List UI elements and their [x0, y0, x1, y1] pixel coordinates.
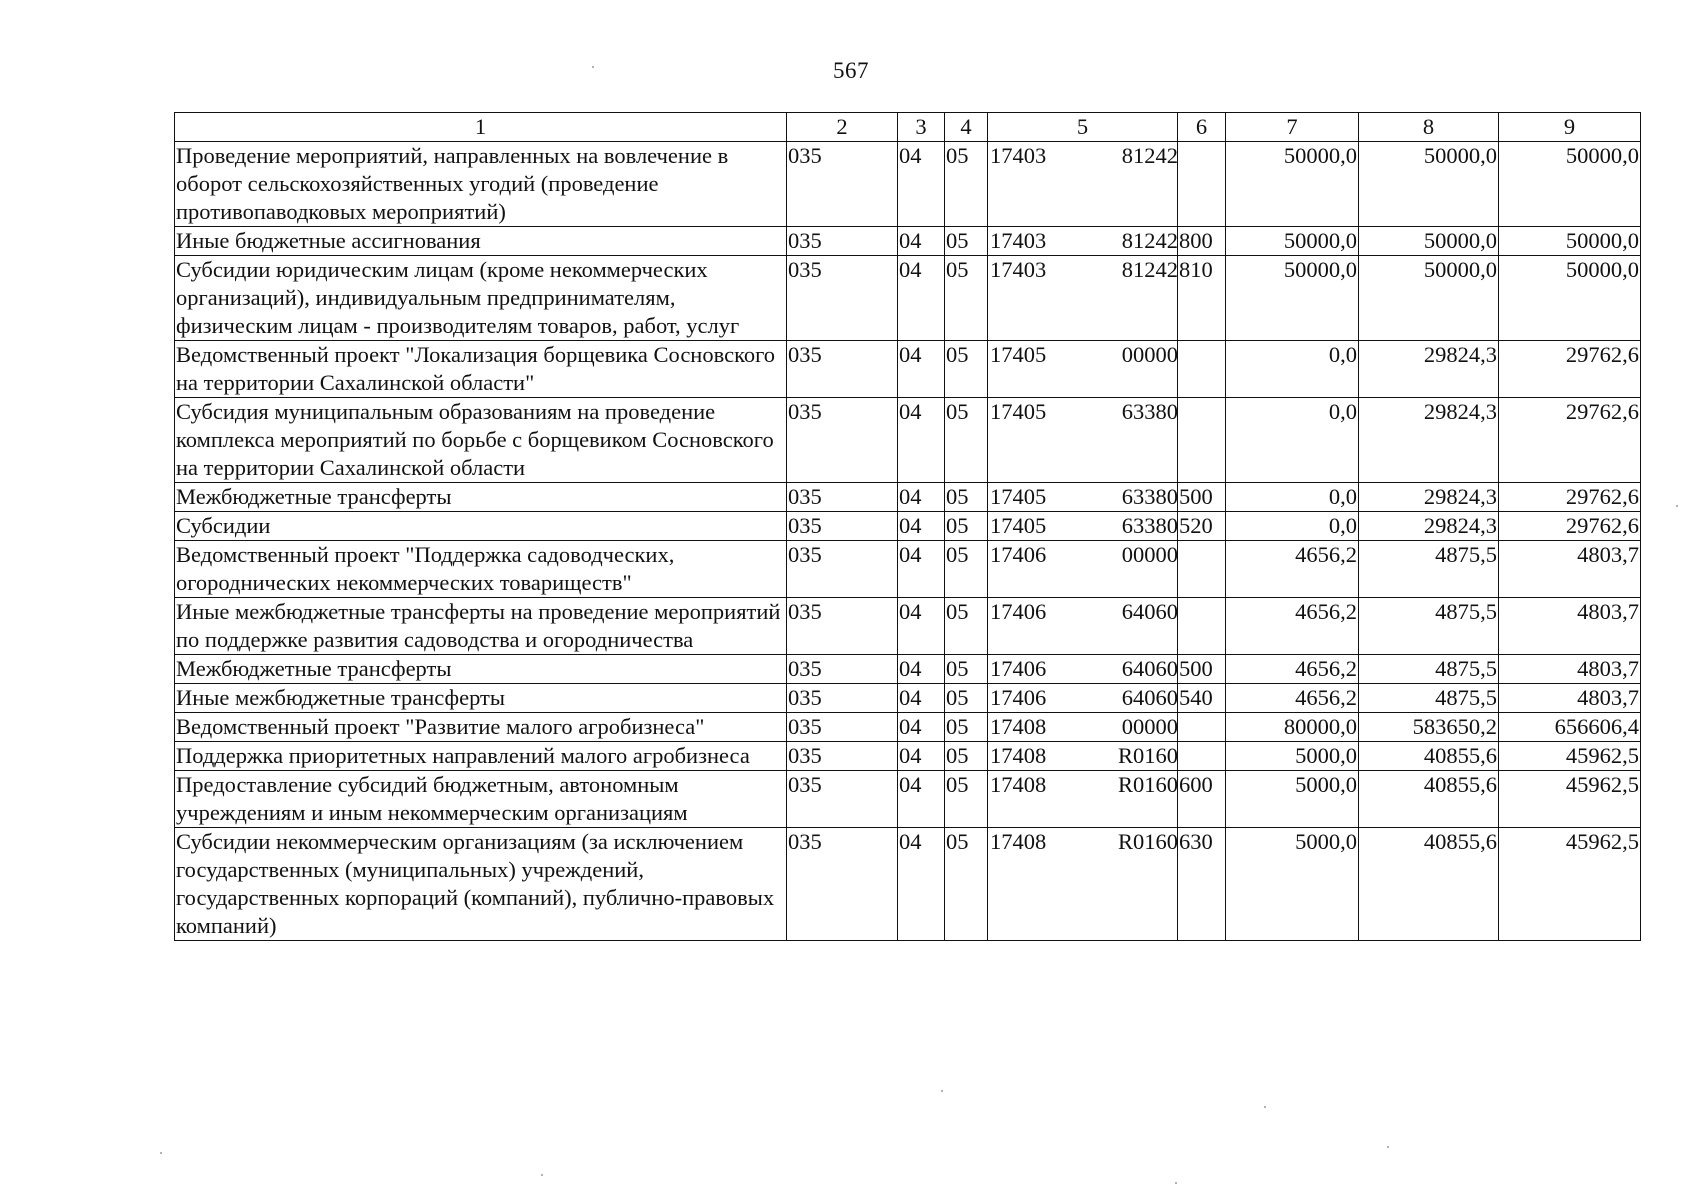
- cell-code-5: [988, 341, 1178, 398]
- code-5-part-b: 64060: [1121, 656, 1178, 681]
- cell-code-3: 04: [898, 142, 945, 227]
- cell-amount-9: 45962,5: [1499, 771, 1641, 828]
- cell-amount-8: 583650,2: [1359, 713, 1499, 742]
- cell-code-3: 04: [898, 655, 945, 684]
- scan-speck: [592, 66, 594, 68]
- code-5-part-b: R0160: [1117, 743, 1178, 768]
- table-row: [175, 598, 1641, 655]
- cell-amount-9: 50000,0: [1499, 227, 1641, 256]
- code-5-part-b: 81242: [1121, 257, 1178, 282]
- cell-code-4: 05: [945, 227, 988, 256]
- column-header: 6: [1178, 113, 1226, 142]
- cell-code-6: [1178, 541, 1226, 598]
- table-row: [175, 142, 1641, 227]
- cell-amount-9: 45962,5: [1499, 742, 1641, 771]
- cell-amount-9: 45962,5: [1499, 828, 1641, 941]
- cell-code-5: [988, 771, 1178, 828]
- cell-code-4: 05: [945, 341, 988, 398]
- code-5-part-b: 64060: [1121, 599, 1178, 624]
- cell-code-4: 05: [945, 541, 988, 598]
- cell-code-4: 05: [945, 512, 988, 541]
- cell-code-5: [988, 541, 1178, 598]
- cell-name: Иные межбюджетные трансферты на проведение мероприятий по поддержке развития садоводства и огородничества: [175, 598, 787, 655]
- cell-amount-7: 0,0: [1226, 483, 1359, 512]
- cell-code-4: 05: [945, 483, 988, 512]
- cell-amount-8: 4875,5: [1359, 684, 1499, 713]
- cell-code-6: [1178, 742, 1226, 771]
- cell-amount-7: 80000,0: [1226, 713, 1359, 742]
- cell-code-3: 04: [898, 256, 945, 341]
- cell-amount-8: 4875,5: [1359, 541, 1499, 598]
- column-header: 3: [898, 113, 945, 142]
- cell-code-6: 800: [1178, 227, 1226, 256]
- code-5-part-b: R0160: [1117, 829, 1178, 854]
- cell-amount-8: 4875,5: [1359, 655, 1499, 684]
- cell-amount-7: 4656,2: [1226, 598, 1359, 655]
- code-5-part-b: 63380: [1121, 513, 1178, 538]
- code-5-part-b: 64060: [1121, 685, 1178, 710]
- code-5-part-b: 00000: [1121, 342, 1178, 367]
- table-row: [175, 828, 1641, 941]
- cell-code-3: 04: [898, 541, 945, 598]
- cell-name: Субсидии: [175, 512, 787, 541]
- cell-code-4: 05: [945, 398, 988, 483]
- cell-code-2: 035: [787, 828, 898, 941]
- cell-code-3: 04: [898, 227, 945, 256]
- table-row: [175, 227, 1641, 256]
- cell-code-6: 520: [1178, 512, 1226, 541]
- cell-amount-8: 29824,3: [1359, 483, 1499, 512]
- cell-code-3: 04: [898, 684, 945, 713]
- cell-code-3: 04: [898, 483, 945, 512]
- code-5-part-b: R0160: [1117, 772, 1178, 797]
- cell-amount-7: 5000,0: [1226, 771, 1359, 828]
- cell-amount-8: 29824,3: [1359, 512, 1499, 541]
- code-5-part-a: 17406: [990, 542, 1047, 567]
- cell-code-2: 035: [787, 541, 898, 598]
- cell-code-6: 600: [1178, 771, 1226, 828]
- cell-name: Иные межбюджетные трансферты: [175, 684, 787, 713]
- cell-amount-7: 0,0: [1226, 512, 1359, 541]
- cell-code-6: [1178, 142, 1226, 227]
- cell-amount-9: 4803,7: [1499, 684, 1641, 713]
- cell-code-4: 05: [945, 142, 988, 227]
- cell-amount-9: 29762,6: [1499, 483, 1641, 512]
- table-row: [175, 655, 1641, 684]
- code-5-part-b: 00000: [1121, 542, 1178, 567]
- column-header: 7: [1226, 113, 1359, 142]
- cell-code-2: 035: [787, 742, 898, 771]
- cell-amount-7: 5000,0: [1226, 742, 1359, 771]
- cell-name: Межбюджетные трансферты: [175, 655, 787, 684]
- scan-speck: [1676, 505, 1678, 507]
- cell-amount-9: 29762,6: [1499, 341, 1641, 398]
- cell-code-2: 035: [787, 483, 898, 512]
- cell-code-5: [988, 227, 1178, 256]
- cell-code-3: 04: [898, 398, 945, 483]
- table-row: [175, 742, 1641, 771]
- cell-name: Иные бюджетные ассигнования: [175, 227, 787, 256]
- table-row: [175, 341, 1641, 398]
- cell-code-6: 810: [1178, 256, 1226, 341]
- cell-code-3: 04: [898, 598, 945, 655]
- table-row: [175, 256, 1641, 341]
- code-5-part-a: 17406: [990, 599, 1047, 624]
- cell-code-2: 035: [787, 256, 898, 341]
- column-number-row: [175, 113, 1641, 142]
- cell-code-6: 500: [1178, 483, 1226, 512]
- cell-amount-7: 0,0: [1226, 341, 1359, 398]
- column-header: 8: [1359, 113, 1499, 142]
- cell-amount-7: 0,0: [1226, 398, 1359, 483]
- code-5-part-b: 81242: [1121, 143, 1178, 168]
- cell-name: Межбюджетные трансферты: [175, 483, 787, 512]
- cell-name: Поддержка приоритетных направлений малого агробизнеса: [175, 742, 787, 771]
- cell-name: Субсидии некоммерческим организациям (за исключением государственных (муниципальных) учреждений, государственных корпораций (компаний), публично-правовых компаний): [175, 828, 787, 941]
- code-5-part-a: 17405: [990, 484, 1047, 509]
- cell-name: Ведомственный проект "Локализация борщевика Сосновского на территории Сахалинской области": [175, 341, 787, 398]
- cell-code-2: 035: [787, 713, 898, 742]
- column-header: 5: [988, 113, 1178, 142]
- column-header: 4: [945, 113, 988, 142]
- cell-code-5: [988, 512, 1178, 541]
- code-5-part-b: 63380: [1121, 484, 1178, 509]
- cell-code-2: 035: [787, 684, 898, 713]
- scan-speck: [1387, 1146, 1389, 1148]
- code-5-part-b: 81242: [1121, 228, 1178, 253]
- cell-code-6: 540: [1178, 684, 1226, 713]
- cell-amount-7: 50000,0: [1226, 227, 1359, 256]
- cell-amount-7: 50000,0: [1226, 256, 1359, 341]
- cell-code-3: 04: [898, 341, 945, 398]
- cell-amount-8: 4875,5: [1359, 598, 1499, 655]
- cell-code-4: 05: [945, 742, 988, 771]
- cell-amount-7: 4656,2: [1226, 541, 1359, 598]
- cell-code-5: [988, 256, 1178, 341]
- cell-code-2: 035: [787, 398, 898, 483]
- cell-code-5: [988, 483, 1178, 512]
- code-5-part-a: 17408: [990, 743, 1047, 768]
- table-row: [175, 398, 1641, 483]
- table-row: [175, 684, 1641, 713]
- cell-code-3: 04: [898, 828, 945, 941]
- cell-code-5: [988, 598, 1178, 655]
- scan-speck: [1175, 1182, 1177, 1184]
- cell-name: Предоставление субсидий бюджетным, автономным учреждениям и иным некоммерческим организациям: [175, 771, 787, 828]
- table-row: [175, 512, 1641, 541]
- code-5-part-b: 00000: [1121, 714, 1178, 739]
- cell-name: Субсидия муниципальным образованиям на проведение комплекса мероприятий по борьбе с борщевиком Сосновского на территории Сахалинской области: [175, 398, 787, 483]
- budget-table: [174, 112, 1641, 941]
- code-5-part-a: 17406: [990, 685, 1047, 710]
- code-5-part-b: 63380: [1121, 399, 1178, 424]
- scan-speck: [160, 1152, 162, 1154]
- code-5-part-a: 17403: [990, 257, 1047, 282]
- cell-code-6: [1178, 341, 1226, 398]
- code-5-part-a: 17408: [990, 714, 1047, 739]
- cell-amount-8: 50000,0: [1359, 227, 1499, 256]
- cell-name: Проведение мероприятий, направленных на вовлечение в оборот сельскохозяйственных угодий (проведение противопаводковых мероприятий): [175, 142, 787, 227]
- cell-amount-9: 50000,0: [1499, 142, 1641, 227]
- cell-code-2: 035: [787, 598, 898, 655]
- cell-amount-9: 4803,7: [1499, 541, 1641, 598]
- cell-code-3: 04: [898, 713, 945, 742]
- cell-code-5: [988, 684, 1178, 713]
- cell-code-6: [1178, 398, 1226, 483]
- cell-code-4: 05: [945, 713, 988, 742]
- cell-code-5: [988, 142, 1178, 227]
- cell-code-5: [988, 398, 1178, 483]
- cell-code-4: 05: [945, 828, 988, 941]
- table-body: [175, 142, 1641, 941]
- code-5-part-a: 17405: [990, 342, 1047, 367]
- cell-code-5: [988, 742, 1178, 771]
- cell-amount-7: 4656,2: [1226, 684, 1359, 713]
- cell-amount-8: 40855,6: [1359, 828, 1499, 941]
- cell-code-4: 05: [945, 684, 988, 713]
- table-row: [175, 771, 1641, 828]
- page-number: 567: [833, 58, 869, 83]
- code-5-part-a: 17408: [990, 829, 1047, 854]
- code-5-part-a: 17405: [990, 399, 1047, 424]
- cell-code-3: 04: [898, 512, 945, 541]
- cell-code-6: 630: [1178, 828, 1226, 941]
- cell-amount-9: 50000,0: [1499, 256, 1641, 341]
- column-header: 2: [787, 113, 898, 142]
- cell-name: Ведомственный проект "Поддержка садоводческих, огороднических некоммерческих товариществ": [175, 541, 787, 598]
- table-row: [175, 483, 1641, 512]
- cell-amount-9: 4803,7: [1499, 655, 1641, 684]
- cell-amount-9: 29762,6: [1499, 398, 1641, 483]
- cell-amount-8: 29824,3: [1359, 341, 1499, 398]
- code-5-part-a: 17403: [990, 143, 1047, 168]
- cell-code-5: [988, 828, 1178, 941]
- cell-amount-7: 4656,2: [1226, 655, 1359, 684]
- code-5-part-a: 17406: [990, 656, 1047, 681]
- cell-code-4: 05: [945, 655, 988, 684]
- code-5-part-a: 17408: [990, 772, 1047, 797]
- cell-code-3: 04: [898, 771, 945, 828]
- cell-code-2: 035: [787, 512, 898, 541]
- cell-code-2: 035: [787, 341, 898, 398]
- cell-code-3: 04: [898, 742, 945, 771]
- column-header: 9: [1499, 113, 1641, 142]
- table-row: [175, 541, 1641, 598]
- cell-amount-7: 50000,0: [1226, 142, 1359, 227]
- cell-code-2: 035: [787, 655, 898, 684]
- table-row: [175, 713, 1641, 742]
- code-5-part-a: 17403: [990, 228, 1047, 253]
- cell-amount-9: 4803,7: [1499, 598, 1641, 655]
- cell-code-2: 035: [787, 142, 898, 227]
- cell-amount-8: 29824,3: [1359, 398, 1499, 483]
- cell-amount-8: 40855,6: [1359, 742, 1499, 771]
- column-header: 1: [175, 113, 787, 142]
- cell-code-6: [1178, 713, 1226, 742]
- cell-code-4: 05: [945, 256, 988, 341]
- cell-code-2: 035: [787, 771, 898, 828]
- cell-code-5: [988, 713, 1178, 742]
- cell-amount-8: 50000,0: [1359, 256, 1499, 341]
- cell-name: Ведомственный проект "Развитие малого агробизнеса": [175, 713, 787, 742]
- cell-name: Субсидии юридическим лицам (кроме некоммерческих организаций), индивидуальным предпринимателям, физическим лицам - производителям товаров, работ, услуг: [175, 256, 787, 341]
- cell-amount-8: 40855,6: [1359, 771, 1499, 828]
- code-5-part-a: 17405: [990, 513, 1047, 538]
- scan-speck: [1264, 1106, 1266, 1108]
- cell-amount-7: 5000,0: [1226, 828, 1359, 941]
- scan-speck: [941, 1090, 943, 1092]
- cell-amount-8: 50000,0: [1359, 142, 1499, 227]
- cell-code-4: 05: [945, 598, 988, 655]
- cell-code-5: [988, 655, 1178, 684]
- cell-code-6: [1178, 598, 1226, 655]
- cell-amount-9: 656606,4: [1499, 713, 1641, 742]
- cell-code-4: 05: [945, 771, 988, 828]
- scan-speck: [541, 1174, 543, 1176]
- cell-code-2: 035: [787, 227, 898, 256]
- cell-amount-9: 29762,6: [1499, 512, 1641, 541]
- cell-code-6: 500: [1178, 655, 1226, 684]
